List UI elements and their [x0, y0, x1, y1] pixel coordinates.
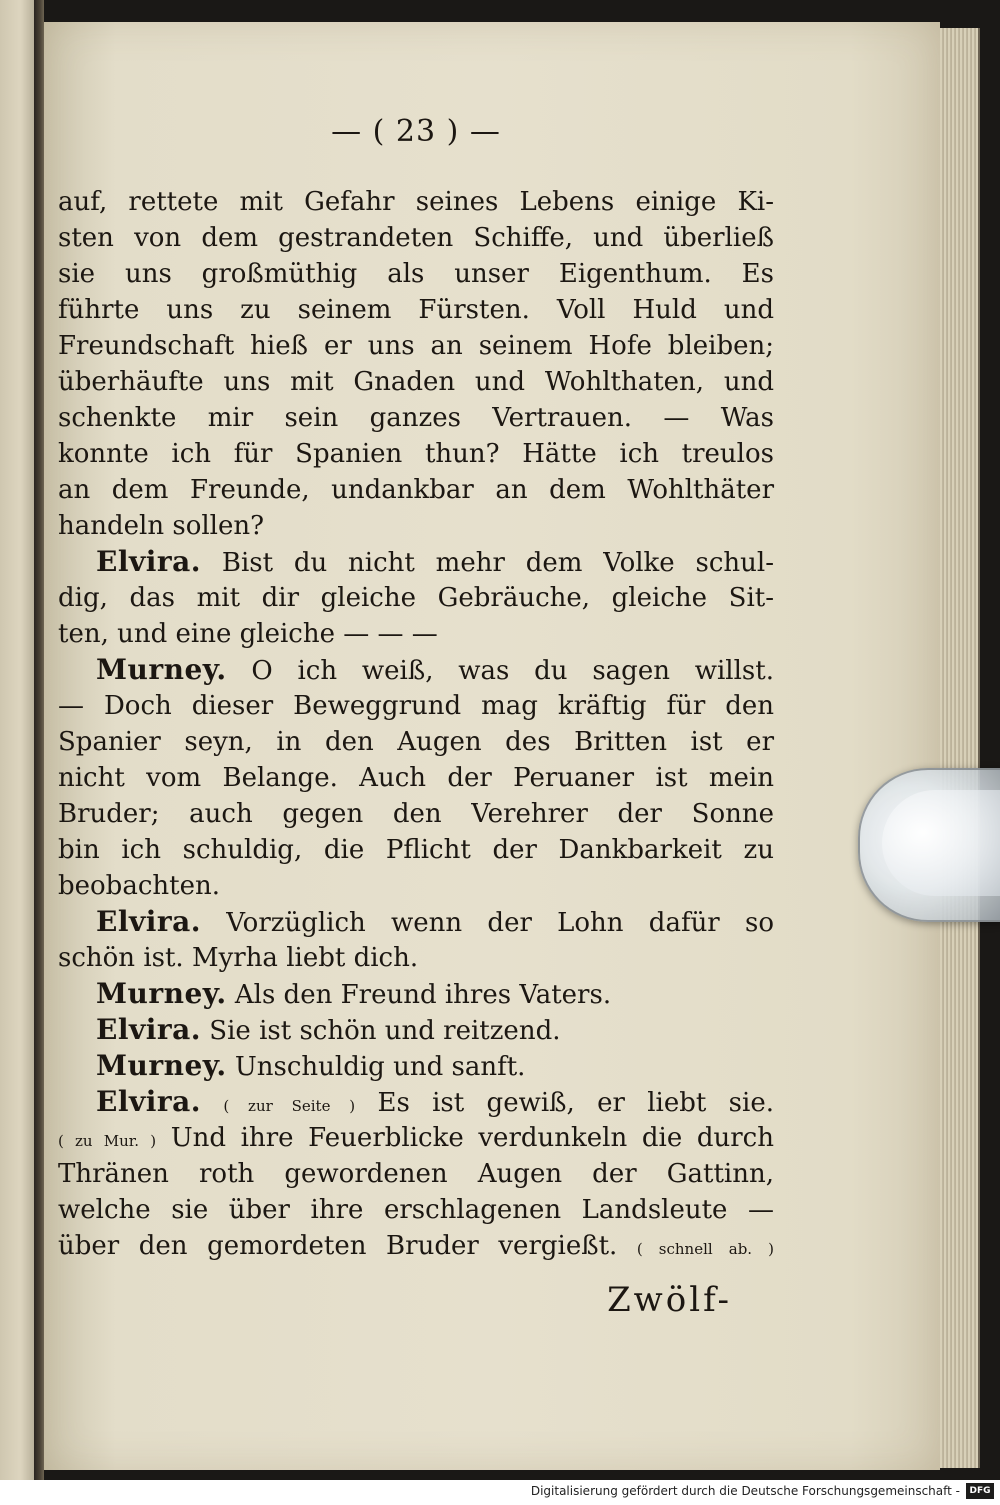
text-run: Als den Freund ihres Vaters. [226, 980, 612, 1010]
text-line [58, 904, 774, 940]
text-line [58, 508, 774, 544]
text-run: welche sie über ihre erschlagenen Landsleute — [58, 1195, 774, 1225]
text-run: sie uns großmüthig als unser Eigenthum. Es [58, 259, 774, 289]
text-run: über den gemordeten Bruder vergießt. [58, 1231, 637, 1261]
text-run: schön ist. Myrha liebt dich. [58, 943, 419, 973]
text-run: O ich weiß, was du sagen willst. [226, 656, 774, 686]
text-run: Vorzüglich wenn der Lohn dafür so [201, 908, 774, 938]
stage-direction: ( schnell ab. ) [636, 1240, 774, 1258]
text-run: auf, rettete mit Gefahr seines Lebens einige Ki- [58, 187, 774, 217]
text-line [58, 1084, 774, 1120]
text-run [201, 1088, 223, 1118]
page-body-text [58, 184, 774, 1264]
text-line [58, 436, 774, 472]
text-run: Und ihre Feuerblicke verdunkeln die durch [156, 1123, 774, 1153]
text-run: beobachten. [58, 871, 220, 901]
text-run: Sie ist schön und reitzend. [201, 1016, 561, 1046]
text-line [58, 832, 774, 868]
stage-direction: ( zu Mur. ) [58, 1132, 157, 1150]
text-run: an dem Freunde, undankbar an dem Wohlthäter [58, 475, 774, 505]
text-line [58, 1012, 774, 1048]
text-run: führte uns zu seinem Fürsten. Voll Huld und [58, 295, 774, 325]
text-line [58, 1048, 774, 1084]
text-line [58, 580, 774, 616]
text-run: Bruder; auch gegen den Verehrer der Sonne [58, 799, 774, 829]
text-run: dig, das mit dir gleiche Gebräuche, gleiche Sit- [58, 583, 774, 613]
text-run: Unschuldig und sanft. [226, 1052, 526, 1082]
facing-page-edge [0, 0, 34, 1480]
text-run: Bist du nicht mehr dem Volke schul- [201, 548, 774, 578]
text-line [58, 868, 774, 904]
text-line [58, 796, 774, 832]
text-line [58, 724, 774, 760]
text-run: konnte ich für Spanien thun? Hätte ich treulos [58, 439, 774, 469]
text-line [58, 364, 774, 400]
speaker-name: Elvira. [96, 545, 202, 578]
speaker-name: Murney. [96, 977, 227, 1010]
text-run: bin ich schuldig, die Pflicht der Dankbarkeit zu [58, 835, 774, 865]
speaker-name: Murney. [96, 653, 227, 686]
text-line [58, 184, 774, 220]
page-number: — ( 23 ) — [331, 114, 501, 149]
text-line [58, 1228, 774, 1264]
speaker-name: Elvira. [96, 905, 202, 938]
dfg-logo: DFG [966, 1483, 994, 1499]
text-line [58, 688, 774, 724]
text-line [58, 544, 774, 580]
page-edges [940, 28, 980, 1468]
page-holder-clip-highlight [882, 790, 1000, 896]
text-line [58, 760, 774, 796]
text-line [58, 292, 774, 328]
page-holder-clip [858, 768, 1000, 922]
text-line [58, 1156, 774, 1192]
footer-bar [0, 1480, 1000, 1505]
text-line [58, 1192, 774, 1228]
text-line [58, 256, 774, 292]
text-line [58, 1120, 774, 1156]
speaker-name: Elvira. [96, 1085, 202, 1118]
text-line [58, 472, 774, 508]
text-run: sten von dem gestrandeten Schiffe, und überließ [58, 223, 774, 253]
book-gutter [34, 0, 44, 1480]
text-line [58, 652, 774, 688]
text-run: Es ist gewiß, er liebt sie. [355, 1088, 774, 1118]
speaker-name: Murney. [96, 1049, 227, 1082]
funding-notice: Digitalisierung gefördert durch die Deutsche Forschungsgemeinschaft - [530, 1484, 960, 1498]
text-run: Spanier seyn, in den Augen des Britten ist er [58, 727, 774, 757]
text-line [58, 940, 774, 976]
text-run: ten, und eine gleiche — — — [58, 619, 438, 649]
catchword: Zwölf- [607, 1280, 732, 1320]
text-run: handeln sollen? [58, 511, 265, 541]
speaker-name: Elvira. [96, 1013, 202, 1046]
text-run: nicht vom Belange. Auch der Peruaner ist mein [58, 763, 774, 793]
stage-direction: ( zur Seite ) [223, 1097, 356, 1115]
text-run: überhäufte uns mit Gnaden und Wohlthaten, und [58, 367, 774, 397]
text-line [58, 328, 774, 364]
text-run: Thränen roth gewordenen Augen der Gattinn, [58, 1159, 774, 1189]
text-line [58, 400, 774, 436]
text-run: schenkte mir sein ganzes Vertrauen. — Was [58, 403, 774, 433]
text-run: Freundschaft hieß er uns an seinem Hofe bleiben; [58, 331, 774, 361]
text-line [58, 976, 774, 1012]
text-line [58, 616, 774, 652]
text-run: — Doch dieser Beweggrund mag kräftig für den [58, 691, 774, 721]
text-line [58, 220, 774, 256]
